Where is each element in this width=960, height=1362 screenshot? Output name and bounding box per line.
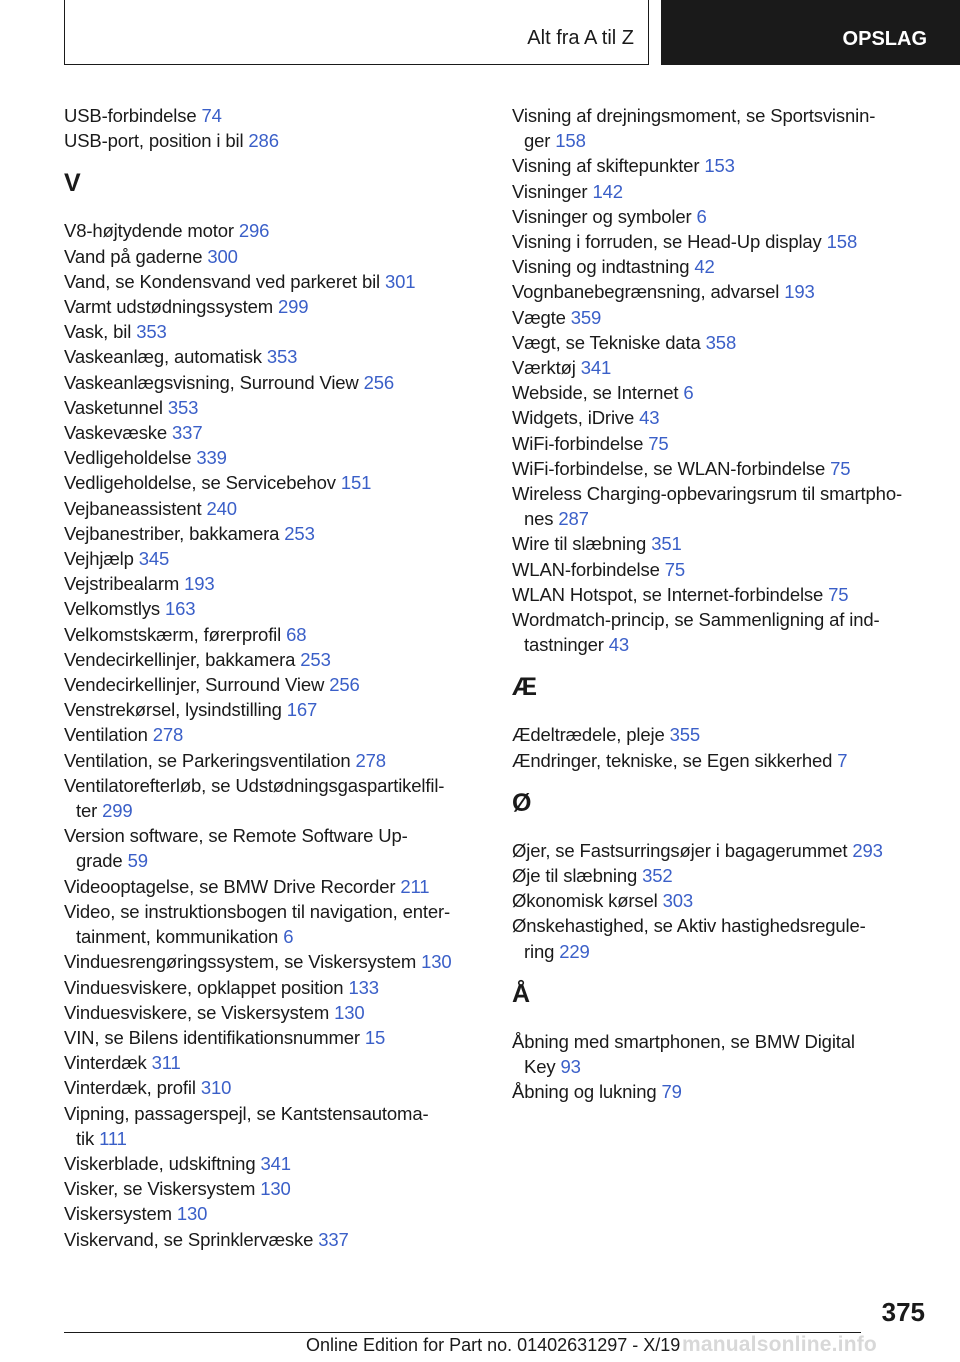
index-entry [64, 546, 484, 571]
entry-text: tainment, kommunikation [76, 926, 279, 948]
page-reference-link[interactable]: 153 [704, 155, 735, 177]
page-reference-link[interactable]: 158 [826, 231, 858, 253]
entry-text: Vejbaneassistent [64, 497, 202, 519]
index-entry [512, 279, 932, 304]
page-reference-link[interactable]: 43 [639, 407, 660, 429]
entry-text: V8-højtydende motor [64, 220, 234, 242]
page-reference-link[interactable]: 75 [664, 558, 685, 580]
index-entry [512, 481, 932, 531]
page-reference-link[interactable]: 193 [784, 281, 815, 303]
page-reference-link[interactable]: 163 [165, 598, 196, 620]
page-reference-link[interactable]: 310 [200, 1077, 232, 1099]
letter-heading: Æ [512, 673, 537, 702]
page-reference-link[interactable]: 300 [207, 245, 238, 267]
entry-text: Vinterdæk [64, 1052, 147, 1074]
entry-text: Vendecirkellinjer, bakkamera [64, 648, 296, 670]
page-reference-link[interactable]: 299 [278, 296, 309, 318]
index-entry [512, 748, 932, 773]
index-entry [512, 722, 932, 747]
page-number: 375 [881, 1297, 925, 1327]
entry-text: Ændringer, tekniske, se Egen sikkerhed [512, 749, 833, 771]
entry-text: Viskersystem [64, 1203, 172, 1225]
entry-text: Vasketunnel [64, 396, 163, 418]
index-entry [512, 888, 932, 913]
index-entry [512, 330, 932, 355]
entry-text: USB-forbindelse [64, 105, 197, 126]
page-reference-link[interactable]: 6 [283, 926, 294, 948]
index-entry [512, 863, 932, 888]
index-entry [64, 370, 484, 395]
entry-text: Visning i forruden, se Head-Up display [512, 231, 822, 253]
entry-text: Åbning og lukning [512, 1081, 657, 1103]
index-entry [64, 1000, 484, 1025]
entry-text: Ventilation [64, 724, 148, 746]
page-reference-link[interactable]: 337 [318, 1228, 349, 1250]
index-entry [64, 874, 484, 899]
entry-text: ger [524, 130, 551, 152]
index-entry [512, 557, 932, 582]
page-reference-link[interactable]: 358 [705, 331, 737, 353]
page-reference-link[interactable]: 345 [138, 548, 170, 570]
entry-text: Øjer, se Fastsurringsøjer i bagagerummet [512, 839, 848, 861]
page-reference-link[interactable]: 286 [248, 130, 279, 152]
entry-text: Værktøj [512, 357, 576, 379]
index-entry [64, 319, 484, 344]
page-reference-link[interactable]: 151 [340, 472, 372, 494]
entry-text: Venstrekørsel, lysindstilling [64, 699, 282, 721]
index-entry [512, 431, 932, 456]
index-entry [512, 204, 932, 229]
entry-text: tastninger [524, 634, 604, 656]
page-reference-link[interactable]: 339 [196, 447, 227, 469]
page-reference-link[interactable]: 256 [329, 674, 360, 696]
page-reference-link[interactable]: 296 [238, 220, 270, 242]
index-entry [512, 153, 932, 178]
letter-heading: Å [512, 979, 531, 1008]
entry-text: Varmt udstødningssystem [64, 296, 274, 318]
index-entry [512, 838, 932, 863]
page-reference-link[interactable]: 130 [176, 1203, 208, 1225]
index-entry [64, 647, 484, 672]
index-entry [64, 1101, 484, 1151]
entry-text: Videooptagelse, se BMW Drive Recorder [64, 875, 396, 897]
page-reference-link[interactable]: 111 [99, 1127, 127, 1149]
entry-text: Ønskehastighed, se Aktiv hastighedsregule- [512, 915, 866, 937]
entry-text: VIN, se Bilens identifikationsnummer [64, 1026, 360, 1048]
page-reference-link[interactable]: 301 [385, 270, 416, 292]
index-entry [64, 1151, 484, 1176]
page-reference-link[interactable]: 337 [172, 422, 203, 444]
header-frame [64, 0, 649, 65]
entry-text: Vinterdæk, profil [64, 1077, 196, 1099]
index-entry [64, 470, 484, 495]
page-reference-link[interactable]: 211 [400, 875, 430, 897]
entry-text: Vaskeanlæg, automatisk [64, 346, 262, 368]
index-entry [64, 496, 484, 521]
index-entry [64, 420, 484, 445]
page-reference-link[interactable]: 293 [852, 839, 883, 861]
index-entry [64, 697, 484, 722]
page-reference-link[interactable]: 42 [694, 256, 715, 278]
entry-text: WLAN-forbindelse [512, 558, 660, 580]
page-reference-link[interactable]: 341 [580, 357, 612, 379]
index-entry [512, 456, 932, 481]
entry-text: Vipning, passagerspejl, se Kantstensautoma- [64, 1102, 429, 1124]
entry-text: Velkomstlys [64, 598, 161, 620]
index-entry [512, 305, 932, 330]
index-entry [64, 571, 484, 596]
page-reference-link[interactable]: 353 [136, 321, 167, 343]
index-entry [512, 531, 932, 556]
index-entry [64, 1201, 484, 1226]
index-entry [64, 748, 484, 773]
index-entry [512, 103, 932, 153]
page-reference-link[interactable]: 93 [560, 1056, 581, 1078]
index-entry [64, 672, 484, 697]
entry-text: Vand på gaderne [64, 245, 203, 267]
entry-text: Vejstribealarm [64, 573, 180, 595]
index-entry [512, 179, 932, 204]
entry-text: nes [524, 508, 554, 530]
index-entry [64, 1050, 484, 1075]
page-reference-link[interactable]: 130 [334, 1001, 365, 1023]
page-reference-link[interactable]: 229 [559, 940, 590, 962]
page-reference-link[interactable]: 75 [830, 457, 851, 479]
entry-text: Vinduesviskere, opklappet position [64, 976, 344, 998]
index-entry [64, 103, 484, 128]
entry-text: Vægte [512, 306, 566, 328]
index-entry [64, 294, 484, 319]
letter-heading: Ø [512, 788, 532, 817]
index-entry [64, 128, 484, 153]
page-reference-link[interactable]: 311 [151, 1052, 181, 1074]
chapter-tab [661, 0, 960, 65]
entry-text: Vejbanestriber, bakkamera [64, 522, 280, 544]
entry-text: Ventilatorefterløb, se Udstødningsgaspartikelfil- [64, 774, 445, 796]
entry-text: grade [76, 850, 123, 872]
entry-text: Visning af skiftepunkter [512, 155, 700, 177]
index-entry [64, 1025, 484, 1050]
page-reference-link[interactable]: 130 [421, 951, 452, 973]
entry-text: ter [76, 800, 98, 822]
entry-text: Visninger og symboler [512, 205, 692, 227]
entry-text: Vendecirkellinjer, Surround View [64, 674, 325, 696]
index-entry [64, 975, 484, 1000]
entry-text: Vinduesviskere, se Viskersystem [64, 1001, 330, 1023]
index-entry [512, 380, 932, 405]
index-entry [512, 913, 932, 963]
entry-text: Widgets, iDrive [512, 407, 635, 429]
page-reference-link[interactable]: 341 [260, 1152, 291, 1174]
page-reference-link[interactable]: 299 [102, 800, 133, 822]
entry-text: WLAN Hotspot, se Internet-forbindelse [512, 583, 824, 605]
page-reference-link[interactable]: 6 [683, 382, 694, 404]
entry-text: Wireless Charging-opbevaringsrum til smartpho- [512, 483, 902, 505]
index-entry [512, 607, 932, 657]
entry-text: Vaskeanlægsvisning, Surround View [64, 371, 359, 393]
entry-text: USB-port, position i bil [64, 130, 244, 152]
entry-text: Vægt, se Tekniske data [512, 331, 701, 353]
index-column-left [64, 103, 484, 1252]
page-reference-link[interactable]: 278 [355, 749, 386, 771]
index-entry [512, 582, 932, 607]
page-reference-link[interactable]: 353 [266, 346, 298, 368]
entry-text: Wire til slæbning [512, 533, 647, 555]
entry-text: Ædeltrædele, pleje [512, 724, 665, 746]
index-entry [64, 949, 484, 974]
index-entry [64, 1227, 484, 1252]
entry-text: Vinduesrengøringssystem, se Viskersystem [64, 951, 417, 973]
entry-text: Key [524, 1056, 556, 1078]
page-reference-link[interactable]: 351 [651, 533, 682, 555]
page-reference-link[interactable]: 43 [608, 634, 630, 656]
entry-text: Vedligeholdelse, se Servicebehov [64, 472, 336, 494]
entry-text: Vedligeholdelse [64, 447, 192, 469]
chapter-title: OPSLAG [842, 28, 927, 50]
entry-text: Webside, se Internet [512, 382, 679, 404]
page-reference-link[interactable]: 193 [184, 573, 215, 595]
page-reference-link[interactable]: 15 [364, 1026, 386, 1048]
index-entry [64, 521, 484, 546]
edition-text: Online Edition for Part no. 01402631297 - X/19 [306, 1335, 681, 1355]
entry-text: Vognbanebegrænsning, advarsel [512, 281, 780, 303]
entry-text: Velkomstskærm, førerprofil [64, 623, 282, 645]
entry-text: Visning af drejningsmoment, se Sportsvisnin- [512, 105, 876, 126]
page-reference-link[interactable]: 256 [363, 371, 395, 393]
entry-text: WiFi-forbindelse, se WLAN-forbindelse [512, 457, 826, 479]
page-reference-link[interactable]: 59 [127, 850, 148, 872]
page-reference-link[interactable]: 353 [167, 396, 199, 418]
page-reference-link[interactable]: 240 [206, 497, 237, 519]
index-entry [64, 622, 484, 647]
index-entry [64, 823, 484, 873]
entry-text: Visker, se Viskersystem [64, 1178, 256, 1200]
page-reference-link[interactable]: 7 [837, 749, 848, 771]
page-reference-link[interactable]: 79 [661, 1081, 682, 1103]
index-entry [512, 405, 932, 430]
page-reference-link[interactable]: 287 [558, 508, 589, 530]
entry-text: Visning og indtastning [512, 256, 690, 278]
page-reference-link[interactable]: 6 [696, 205, 707, 227]
index-entry [64, 244, 484, 269]
page-reference-link[interactable]: 75 [648, 432, 669, 454]
index-column-right [512, 103, 932, 1105]
entry-text: Wordmatch-princip, se Sammenligning af ind- [512, 609, 880, 631]
index-entry [64, 773, 484, 823]
index-entry [64, 596, 484, 621]
page-reference-link[interactable]: 303 [662, 890, 694, 912]
page-reference-link[interactable]: 167 [286, 699, 318, 721]
index-entry [64, 218, 484, 243]
entry-text: Vejhjælp [64, 548, 134, 570]
page-reference-link[interactable]: 74 [201, 105, 222, 126]
index-entry [512, 355, 932, 380]
index-entry [64, 722, 484, 747]
page-reference-link[interactable]: 158 [555, 130, 586, 152]
entry-text: Øje til slæbning [512, 865, 638, 887]
index-entry [64, 899, 484, 949]
entry-text: Økonomisk kørsel [512, 890, 658, 912]
entry-text: Viskervand, se Sprinklervæske [64, 1228, 314, 1250]
index-entry [512, 1079, 932, 1104]
page-reference-link[interactable]: 68 [286, 623, 307, 645]
entry-text: tik [76, 1127, 95, 1149]
entry-text: Visninger [512, 180, 588, 202]
index-entry [64, 1176, 484, 1201]
watermark: manualsonline.info [682, 1333, 877, 1356]
page-reference-link[interactable]: 142 [592, 180, 623, 202]
entry-text: Version software, se Remote Software Up- [64, 825, 408, 847]
section-title: Alt fra A til Z [527, 27, 634, 49]
page-reference-link[interactable]: 352 [642, 865, 673, 887]
index-entry [512, 254, 932, 279]
index-entry [512, 229, 932, 254]
page-reference-link[interactable]: 278 [152, 724, 184, 746]
entry-text: Vaskevæske [64, 422, 168, 444]
page-reference-link[interactable]: 359 [570, 306, 602, 328]
page-reference-link[interactable]: 75 [828, 583, 849, 605]
entry-text: Ventilation, se Parkeringsventilation [64, 749, 351, 771]
entry-text: Vand, se Kondensvand ved parkeret bil [64, 270, 381, 292]
index-entry [64, 344, 484, 369]
entry-text: WiFi-forbindelse [512, 432, 644, 454]
page-reference-link[interactable]: 253 [300, 648, 331, 670]
index-entry [64, 445, 484, 470]
index-entry [64, 269, 484, 294]
page-reference-link[interactable]: 355 [669, 724, 701, 746]
entry-text: Åbning med smartphonen, se BMW Digital [512, 1030, 855, 1052]
page-reference-link[interactable]: 253 [284, 522, 315, 544]
page-reference-link[interactable]: 130 [260, 1178, 291, 1200]
entry-text: ring [524, 940, 555, 962]
page-reference-link[interactable]: 133 [348, 976, 379, 998]
entry-text: Viskerblade, udskiftning [64, 1152, 256, 1174]
index-entry [64, 1075, 484, 1100]
entry-text: Video, se instruktionsbogen til navigation, enter- [64, 900, 451, 922]
entry-text: Vask, bil [64, 321, 132, 343]
index-entry [512, 1029, 932, 1079]
letter-heading: V [64, 169, 81, 198]
index-entry [64, 395, 484, 420]
